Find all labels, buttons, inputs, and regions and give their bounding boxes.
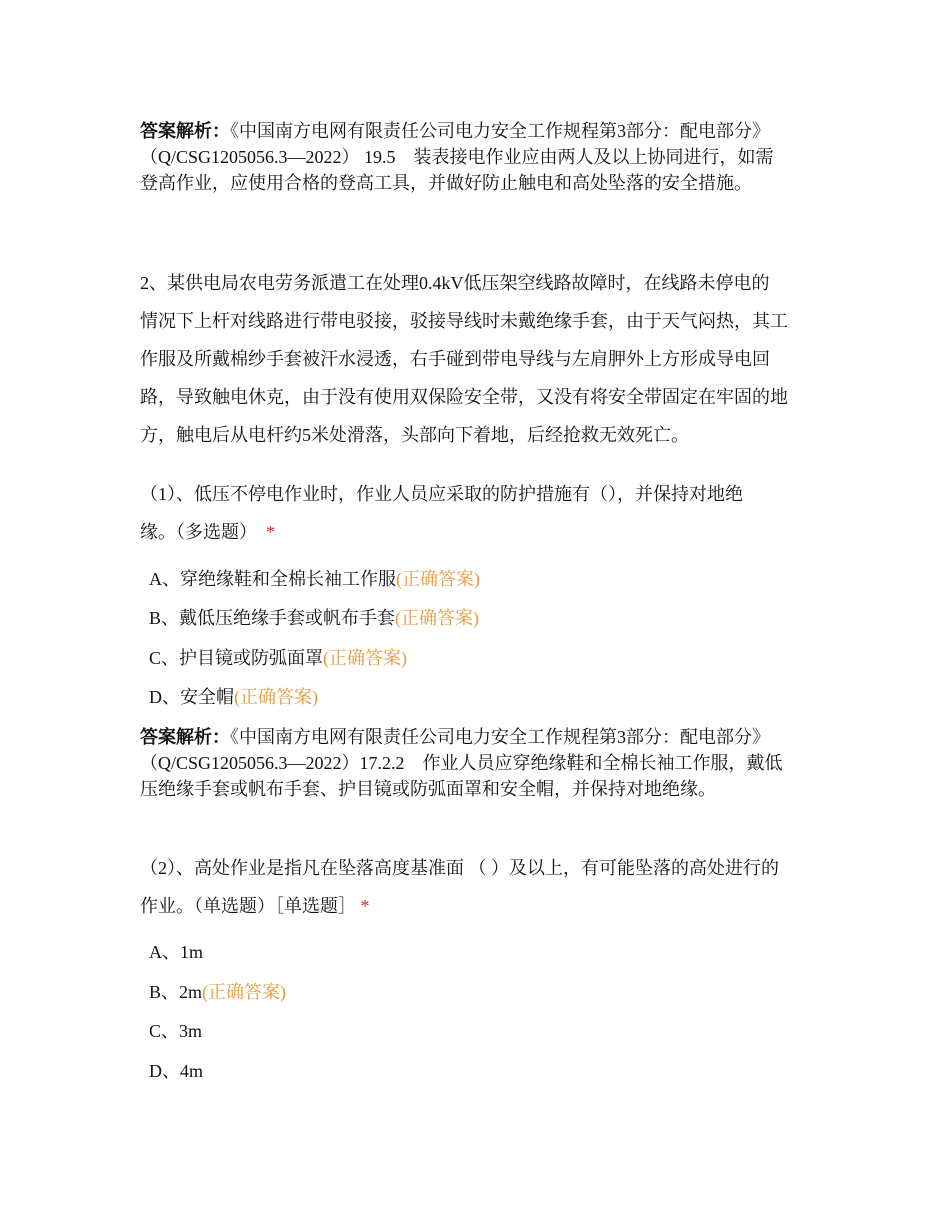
analysis-1-line-3: 登高作业，应使用合格的登高工具，并做好防止触电和高处坠落的安全措施。 <box>140 173 752 193</box>
case-line: 2、某供电局农电劳务派遣工在处理0.4kV低压架空线路故障时，在线路未停电的 <box>140 273 770 293</box>
q2-question-text: 作业。（单选题）［单选题］ <box>140 896 356 916</box>
q1-option-d[interactable] <box>149 686 318 708</box>
q2-option-d[interactable] <box>149 1060 203 1082</box>
option-text: B、2m <box>149 982 203 1002</box>
case-line: 路，导致触电休克，由于没有使用双保险安全带，又没有将安全带固定在牢固的地 <box>140 387 788 407</box>
option-text: C、3m <box>149 1021 203 1041</box>
q1-analysis-line-3: 压绝缘手套或帆布手套、护目镜或防弧面罩和安全帽，并保持对地绝缘。 <box>140 779 716 799</box>
q2-option-b[interactable] <box>149 981 286 1003</box>
option-text: D、安全帽 <box>149 687 234 707</box>
q2-option-a[interactable] <box>149 941 203 963</box>
case-line: 方，触电后从电杆约5米处滑落，头部向下着地，后经抢救无效死亡。 <box>140 425 689 445</box>
required-marker: * <box>360 896 370 916</box>
analysis-text: 《中国南方电网有限责任公司电力安全工作规程第3部分：配电部分》 <box>230 121 770 141</box>
option-text: A、穿绝缘鞋和全棉长袖工作服 <box>149 569 396 589</box>
q1-question-line: （1）、低压不停电作业时，作业人员应采取的防护措施有（），并保持对地绝 <box>140 484 743 504</box>
option-text: D、4m <box>149 1061 203 1081</box>
correct-answer-mark: (正确答案) <box>202 982 287 1002</box>
q1-analysis-line-2: （Q/CSG1205056.3—2022）17.2.2 作业人员应穿绝缘鞋和全棉长袖工作服，戴低 <box>140 753 783 773</box>
correct-answer-mark: (正确答案) <box>396 569 480 589</box>
analysis-label: 答案解析： <box>140 727 230 747</box>
required-marker: * <box>266 522 275 542</box>
q1-analysis-line-1 <box>140 726 770 748</box>
analysis-1-line-1 <box>140 120 770 142</box>
q1-option-a[interactable] <box>149 568 480 590</box>
q2-question-line: （2）、高处作业是指凡在坠落高度基准面 （ ）及以上，有可能坠落的高处进行的 <box>140 858 779 878</box>
case-line: 情况下上杆对线路进行带电驳接，驳接导线时未戴绝缘手套，由于天气闷热，其工 <box>140 311 788 331</box>
option-text: B、戴低压绝缘手套或帆布手套 <box>149 608 396 628</box>
case-line: 作服及所戴棉纱手套被汗水浸透，右手碰到带电导线与左肩胛外上方形成导电回 <box>140 349 770 369</box>
option-text: C、护目镜或防弧面罩 <box>149 648 324 668</box>
analysis-label: 答案解析： <box>140 121 230 141</box>
q1-option-c[interactable] <box>149 647 407 669</box>
analysis-text: 《中国南方电网有限责任公司电力安全工作规程第3部分：配电部分》 <box>230 727 770 747</box>
q2-question-line <box>140 895 370 917</box>
correct-answer-mark: (正确答案) <box>323 648 408 668</box>
q1-option-b[interactable] <box>149 607 479 629</box>
option-text: A、1m <box>149 942 203 962</box>
correct-answer-mark: (正确答案) <box>395 608 480 628</box>
q2-option-c[interactable] <box>149 1020 202 1042</box>
analysis-1-line-2: （Q/CSG1205056.3—2022） 19.5 装表接电作业应由两人及以上协同进行，如需 <box>140 147 774 167</box>
q1-question-text: 缘。（多选题） <box>140 522 257 542</box>
q1-question-line <box>140 521 275 543</box>
correct-answer-mark: (正确答案) <box>234 687 318 707</box>
